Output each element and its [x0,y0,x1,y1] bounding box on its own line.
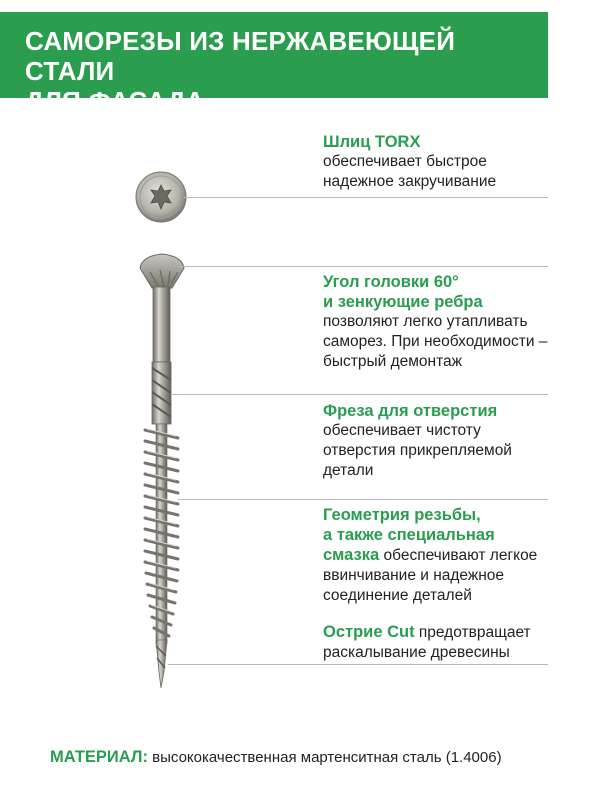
material-label: МАТЕРИАЛ: [50,748,148,766]
callout-tip [323,622,583,663]
leader-line-torx [184,197,548,198]
callout-tip-title: Острие Cut [323,623,415,641]
callout-thread-title-2: а также специальная [323,526,495,544]
callout-head-title-1: Угол головки 60° [323,273,459,291]
screw-body [140,254,184,688]
callout-head-angle [323,272,583,372]
page-title-line1: САМОРЕЗЫ ИЗ НЕРЖАВЕЮЩЕЙ СТАЛИ [25,26,456,86]
callout-torx-text-2: надежное закручивание [323,173,497,190]
leader-line-head [178,266,548,267]
callout-mill-title: Фреза для отверстия [323,402,498,420]
torx-head-icon [136,172,186,222]
callout-thread-title-3: смазка [323,546,380,564]
callout-thread-title-1: Геометрия резьбы, [323,506,481,524]
callout-head-text-2: саморез. При необходимости – [323,333,548,350]
material-text: высококачественная мартенситная сталь (1.4006) [147,749,502,766]
callout-thread-text-5: соединение деталей [323,587,472,604]
callout-mill [323,401,583,481]
callout-torx [323,132,583,192]
callout-mill-text-3: детали [323,462,374,479]
callout-thread-text-3: обеспечивают легкое [379,547,538,564]
callout-tip-line-1 [323,622,583,643]
callout-mill-text-2: отверстия прикрепляемой [323,442,512,459]
callout-thread-text-4: ввинчивание и надежное [323,567,505,584]
callout-torx-text-1: обеспечивает быстрое [323,153,487,170]
callout-torx-title: Шлиц TORX [323,133,421,151]
callout-mill-text-1: обеспечивает чистоту [323,422,481,439]
page-title-line2: ДЛЯ ФАСАДА [25,86,205,116]
callout-thread [323,505,583,606]
leader-line-mill [171,394,548,395]
callout-thread-line-3 [323,545,583,566]
callout-tip-text-1: предотвращает [414,624,531,641]
leader-line-tip [168,664,548,665]
callout-head-text-1: позволяют легко утапливать [323,313,528,330]
material-footer [50,748,502,767]
callout-head-text-3: быстрый демонтаж [323,353,463,370]
leader-line-thread [178,499,548,500]
callout-head-title-2: и зенкующие ребра [323,293,483,311]
callout-tip-text-2: раскалывание древесины [323,644,510,661]
